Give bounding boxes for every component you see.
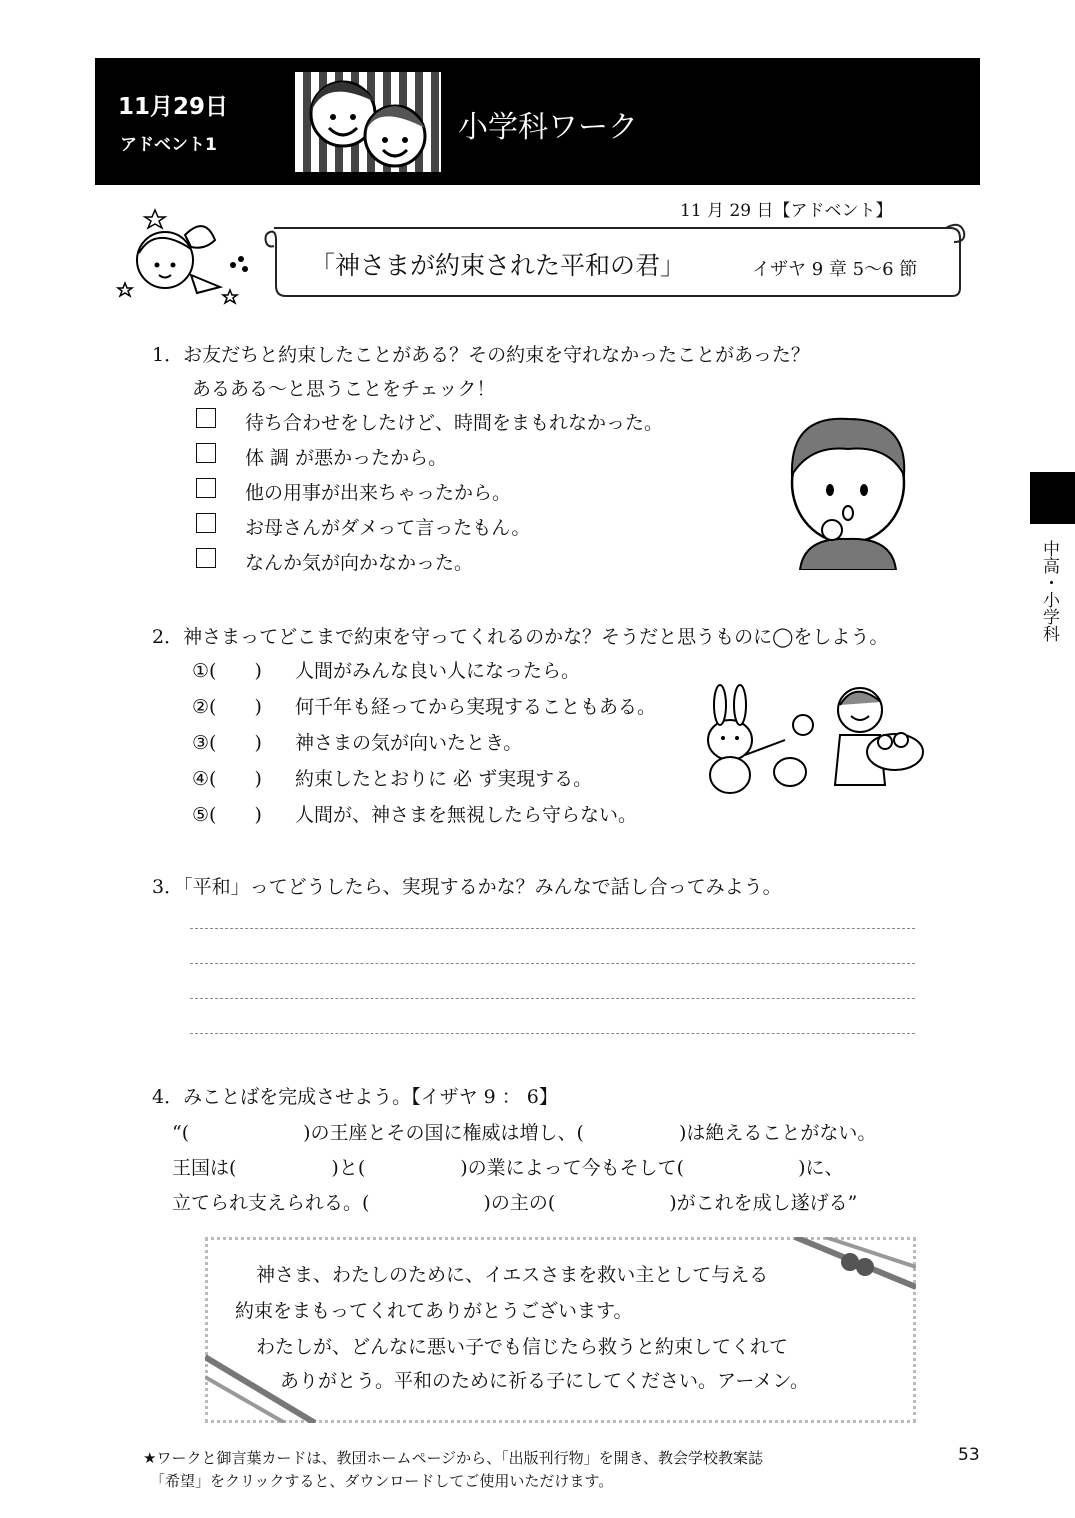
q2-option-text: 人間が、神さまを無視したら守らない。 [295,804,638,826]
answer-line[interactable] [190,1033,915,1034]
q1-checkbox[interactable] [196,548,216,568]
prayer-line3: わたしが、どんなに悪い子でも信じたら救うと約束してくれて [256,1336,789,1358]
q2-option-text: 人間がみんな良い人になったら。 [295,660,581,682]
q2-option-text: 約束したとおりに 必 ず実現する。 [295,768,593,790]
q2-option-number[interactable]: ⑤( ) [192,804,262,826]
header-title: 小学科ワーク [458,110,638,145]
answer-line[interactable] [190,998,915,999]
q1-item: 他の用事が出来ちゃったから。 [245,482,512,504]
side-tab-marker [1030,472,1075,524]
q2-option-number[interactable]: ②( ) [192,696,262,718]
q1-item: 待ち合わせをしたけど、時間をまもれなかった。 [245,412,664,434]
prayer-line2: 約束をまもってくれてありがとうございます。 [235,1300,633,1322]
page-number: 53 [958,1445,980,1465]
animals-girl-illustration [685,680,935,800]
verse-line2: 王国は( )と( )の業によって今もそして( )に、 [172,1157,844,1179]
q1-item: なんか気が向かなかった。 [245,552,474,574]
banner-date: 11 月 29 日【アドベント】 [680,201,893,221]
prayer-line1: 神さま、わたしのために、イエスさまを救い主として与える [256,1264,769,1286]
header-date: 11月29日 [118,94,229,120]
answer-line[interactable] [190,963,915,964]
q2-option-number[interactable]: ④( ) [192,768,262,790]
q1-checkbox[interactable] [196,408,216,428]
q1-line1: 1．お友だちと約束したことがある？その約束を守れなかったことがあった？ [152,344,810,366]
q2-option-number[interactable]: ①( ) [192,660,262,682]
verse-line1: “( )の王座とその国に権威は増し、( )は絶えることがない。 [172,1122,877,1144]
side-tab-label: 中高・小学科 [1039,540,1059,642]
q4-line: 4．みことばを完成させよう。【イザヤ 9 ： 6】 [152,1086,558,1108]
q1-line2: あるある〜と思うことをチェック！ [192,378,496,400]
banner-reference: イザヤ 9 章 5〜6 節 [752,259,918,280]
angel-illustration [105,205,255,305]
q2-option-text: 神さまの気が向いたとき。 [295,732,523,754]
banner-title: 「神さまが約束された平和の君」 [310,251,686,280]
q1-item: 体 調 が悪かったから。 [245,447,448,469]
q1-item: お母さんがダメって言ったもん。 [245,517,531,539]
q2-option-number[interactable]: ③( ) [192,732,262,754]
children-illustration [295,72,441,172]
q1-checkbox[interactable] [196,443,216,463]
header-subtitle: アドベント1 [120,135,217,155]
worried-boy-illustration [780,405,915,570]
verse-line3: 立てられ支えられる。( )の主の( )がこれを成し遂げる” [172,1192,858,1214]
footer-note-line2: 「希望」をクリックすると、ダウンロードしてご使用いただけます。 [150,1472,614,1490]
q3-line: 3．「平和」ってどうしたら、実現するかな？みんなで話し合ってみよう。 [152,876,782,898]
prayer-line4: ありがとう。平和のために祈る子にしてください。アーメン。 [280,1370,809,1392]
q1-checkbox[interactable] [196,478,216,498]
q2-option-text: 何千年も経ってから実現することもある。 [295,696,657,718]
q2-line: 2．神さまってどこまで約束を守ってくれるのかな？そうだと思うものに◯をしよう。 [152,626,889,648]
answer-line[interactable] [190,928,915,929]
q1-checkbox[interactable] [196,513,216,533]
footer-note-line1: ★ワークと御言葉カードは、教団ホームページから、「出版刊行物」を開き、教会学校教案誌 [143,1449,764,1467]
